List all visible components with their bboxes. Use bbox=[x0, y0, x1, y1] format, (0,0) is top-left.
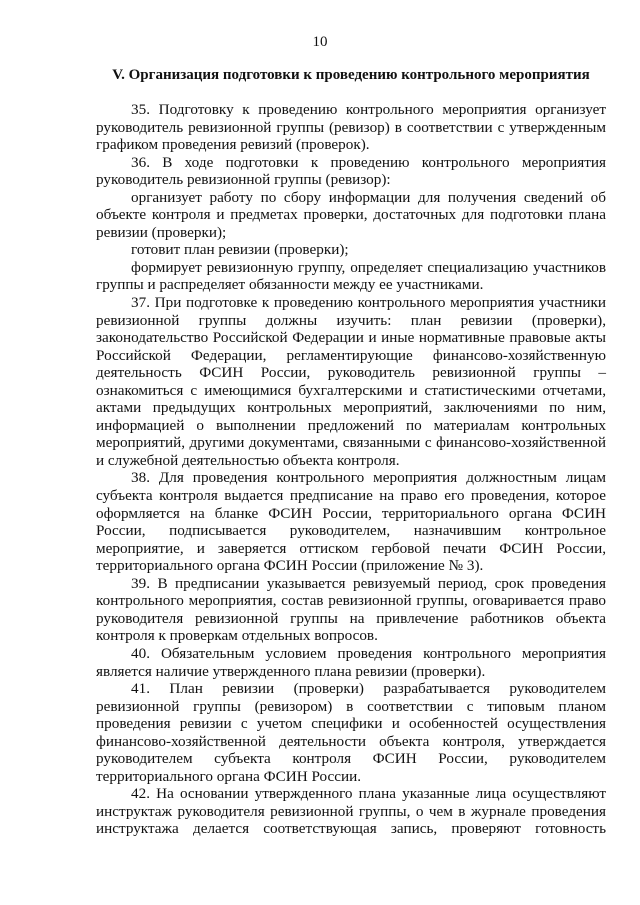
paragraph-35: 35. Подготовку к проведению контрольного мероприятия организует руководитель ревизионной группы (ревизор) в соответствии с утвержденным графиком проведения ревизий (проверок). bbox=[96, 101, 606, 154]
paragraph-37: 37. При подготовке к проведению контрольного мероприятия участники ревизионной группы должны изучить: план ревизии (проверки), законодательство Российской Федерации и иные нормативные правовые акты Российской Федерации, регламентирующие финансово-хозяйственную деятельность ФСИН России, руководитель ревизионной группы – ознакомиться с имеющимися бухгалтерскими и статистическими отчетами, актами предыдущих контрольных мероприятий, заключениями по ним, информацией о выполнении предложений по материалам контрольных мероприятий, другими документами, связанными с финансово-хозяйственной и служебной деятельностью объекта контроля. bbox=[96, 294, 606, 469]
body-text bbox=[96, 101, 606, 838]
section-heading: V. Организация подготовки к проведению контрольного мероприятия bbox=[112, 67, 590, 83]
paragraph-41: 41. План ревизии (проверки) разрабатывается руководителем ревизионной группы (ревизором) в соответствии с типовым планом проведения ревизии с учетом специфики и особенностей осуществления финансово-хозяйственной деятельности объекта контроля, утверждается руководителем субъекта контроля ФСИН России, руководителем территориального органа ФСИН России. bbox=[96, 680, 606, 785]
paragraph-36-item-2: готовит план ревизии (проверки); bbox=[131, 241, 349, 259]
paragraph-39: 39. В предписании указывается ревизуемый период, срок проведения контрольного мероприятия, состав ревизионной группы, оговаривается право руководителя ревизионной группы на привлечение работников объекта контроля к проверкам отдельных вопросов. bbox=[96, 574, 606, 645]
paragraph-38: 38. Для проведения контрольного мероприятия должностным лицам субъекта контроля выдается предписание на право его проведения, которое оформляется на бланке ФСИН России, территориального органа ФСИН России, подписывается руководителем, назначившим контрольное мероприятие, и заверяется оттиском гербовой печати ФСИН России, территориального органа ФСИН России (приложение № 3). bbox=[96, 469, 606, 575]
paragraph-36-item-1: организует работу по сбору информации для получения сведений об объекте контроля и предметах проверки, достаточных для подготовки плана ревизии (проверки); bbox=[96, 188, 606, 241]
paragraph-36-item-3: формирует ревизионную группу, определяет специализацию участников группы и распределяет обязанности между ее участниками. bbox=[96, 258, 606, 294]
page-number: 10 bbox=[312, 34, 328, 50]
paragraph-42: 42. На основании утвержденного плана указанные лица осуществляют инструктаж руководителя ревизионной группы, о чем в журнале проведения инструктажа делается соответствующая запись, проверяют готовность bbox=[96, 785, 606, 838]
paragraph-36: 36. В ходе подготовки к проведению контрольного мероприятия руководитель ревизионной группы (ревизор): bbox=[96, 153, 606, 189]
paragraph-40: 40. Обязательным условием проведения контрольного мероприятия является наличие утвержденного плана ревизии (проверки). bbox=[96, 644, 606, 680]
